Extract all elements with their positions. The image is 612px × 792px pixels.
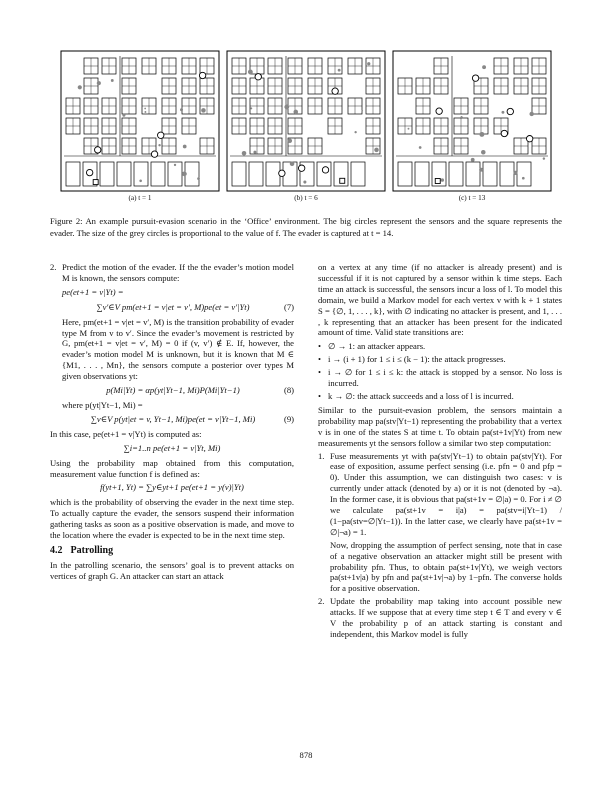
sensor-marker xyxy=(151,151,157,157)
equation-8 xyxy=(62,385,294,396)
equation-7 xyxy=(62,302,294,313)
probability-dot xyxy=(97,81,101,85)
equation-f xyxy=(50,482,294,493)
paragraph: In the patrolling scenario, the sensors’ goal is to prevent attacks on vertices of graph G. An attacker can start an attack xyxy=(50,559,294,581)
probability-dot xyxy=(543,157,545,159)
paragraph: In this case, pe(et+1 = v|Yt) is computed as: xyxy=(50,428,202,439)
list-item: • i → (i + 1) for 1 ≤ i ≤ (k − 1): the attack progresses. xyxy=(318,354,562,365)
page-number: 878 xyxy=(299,750,313,760)
panel-caption: (c) t = 13 xyxy=(458,194,486,202)
sensor-marker xyxy=(86,169,92,175)
sensor-marker xyxy=(472,75,478,81)
equation-number: (9) xyxy=(283,413,294,424)
map-border xyxy=(61,51,219,191)
list-item: • ∅ → 1: an attacker appears. xyxy=(318,341,562,352)
equation-text: f(yt+1, Yt) = ∑y∈yt+1 pe(et+1 = y(v)|Yt) xyxy=(100,482,244,493)
office-map-t13 xyxy=(392,50,552,194)
paragraph: where p(yt|Yt−1, Mi) = xyxy=(62,399,143,410)
probability-dot xyxy=(201,108,206,113)
probability-dot xyxy=(182,171,187,176)
probability-dot xyxy=(111,79,114,82)
left-column xyxy=(50,262,294,584)
probability-dot xyxy=(419,146,422,149)
item-number: 2. xyxy=(50,262,57,272)
probability-dot xyxy=(180,108,183,111)
figure-2 xyxy=(60,50,552,202)
sensor-marker xyxy=(332,88,338,94)
item-number: 1. xyxy=(318,450,325,461)
paragraph: Update the probability map taking into account possible new attacks. If we suppose that at every time step t ∈ T and every v ∈ V the probability p of an attack starting is constant and independent, this Markov model is fully xyxy=(330,596,562,639)
paragraph: Now, dropping the assumption of perfect sensing, note that in case of a negative observation an attacker might still be present with probability pfn. Thus, to obtain pa(st+1v|Yt), we weigh vectors pa(st+1v|a) by pfn and pa(st+1v|¬a) by 1−pfn. The converse holds for a positive observation. xyxy=(330,539,562,594)
probability-dot xyxy=(242,151,247,156)
sensor-marker xyxy=(199,72,205,78)
figure-panel-b xyxy=(226,50,386,202)
sensor-marker xyxy=(436,108,442,114)
sensor-marker xyxy=(95,147,101,153)
probability-dot xyxy=(354,131,356,133)
equation-text: pe(et+1 = v|Yt) = xyxy=(62,286,124,297)
equation-number: (7) xyxy=(283,301,294,312)
sensor-marker xyxy=(507,108,513,114)
probability-dot xyxy=(248,70,253,75)
equation-text: ∑v∈V p(yt|et = v, Yt−1, Mi)pe(et = v|Yt−1, Mi) xyxy=(90,413,256,424)
probability-dot xyxy=(122,114,125,117)
paragraph: Similar to the pursuit-evasion problem, the sensors maintain a probability map pa(stv|Yt−1) representing the probability that a vertex v is in one of the states S at time t. To obtain pa(st+1v|Yt) from new measurements yt the sensors follow a similar two step computation: xyxy=(318,404,562,448)
probability-dot xyxy=(78,85,82,89)
figure-panel-a xyxy=(60,50,220,202)
paragraph: on a vertex at any time (if no attacker is already present) and is successful if it is not captured by a sensor within k time steps. Each time an attack is successful, the sensors incur a loss of l. To model this domain, we build a Markov model for each vertex v with k + 1 states S = {∅, 1, . . . , k}, with ∅ indicating no attacker is present, and 1, . . . , k representing that an attacker has been present for the indicated amount of time. Valid state transitions are: xyxy=(318,262,562,338)
probability-dot xyxy=(481,150,486,155)
probability-dot xyxy=(529,112,533,116)
sensor-marker xyxy=(279,170,285,176)
probability-dot xyxy=(501,111,504,114)
evader-marker xyxy=(435,178,440,183)
panel-caption: (a) t = 1 xyxy=(128,194,152,202)
probability-dot xyxy=(288,139,292,143)
figure-panel-c xyxy=(392,50,552,202)
probability-dot xyxy=(522,177,525,180)
probability-dot xyxy=(290,161,295,166)
office-map-t6 xyxy=(226,50,386,194)
equation-number: (8) xyxy=(283,385,294,396)
paragraph: which is the probability of observing the evader in the next time step. To actually capture the evader, the sensors suspend their information gathering tasks as soon as a positive observation is made, and move to the location where the evader is expected to be in the next time step. xyxy=(50,497,294,541)
probability-dot xyxy=(479,132,484,137)
evader-marker xyxy=(340,178,345,183)
panel-caption: (b) t = 6 xyxy=(294,194,318,202)
equation-9 xyxy=(62,414,294,425)
sensor-marker xyxy=(322,167,328,173)
list-item: • i → ∅ for 1 ≤ i ≤ k: the attack is stopped by a sensor. No loss is incurred. xyxy=(318,367,562,389)
evader-marker xyxy=(93,180,98,185)
probability-dot xyxy=(174,164,176,166)
probability-dot xyxy=(139,179,142,182)
list-item: • k → ∅: the attack succeeds and a loss of l is incurred. xyxy=(318,391,562,402)
probability-dot xyxy=(250,107,252,109)
probability-dot xyxy=(374,148,379,153)
equation-text: ∑v′∈V pm(et+1 = v|et = v′, M)pe(et = v′|Yt) xyxy=(96,301,250,312)
sensor-marker xyxy=(255,74,261,80)
office-map-t1 xyxy=(60,50,220,194)
probability-dot xyxy=(513,171,517,175)
probability-dot xyxy=(303,181,306,184)
probability-dot xyxy=(408,128,410,130)
probability-dot xyxy=(461,116,463,118)
item-number: 2. xyxy=(318,596,325,607)
sensor-marker xyxy=(158,132,164,138)
probability-dot xyxy=(479,168,483,172)
probability-dot xyxy=(293,110,298,115)
list-item xyxy=(50,262,294,425)
probability-dot xyxy=(144,111,146,113)
section-heading xyxy=(50,546,294,557)
equation-7-lhs xyxy=(62,287,294,298)
equation-text: p(Mi|Yt) = αp(yt|Yt−1, Mi)P(Mi|Yt−1) xyxy=(106,385,240,396)
paragraph: Using the probability map obtained from this computation, measurement value function f is defined as: xyxy=(50,457,294,479)
probability-dot xyxy=(361,110,363,112)
probability-dot xyxy=(284,105,289,110)
sensor-marker xyxy=(501,130,507,136)
transition-list xyxy=(318,341,562,402)
equation-text: ∑i=1..n pe(et+1 = v|Yt, Mi) xyxy=(123,442,221,453)
paragraph: Fuse measurements yt with pa(stv|Yt−1) to obtain pa(stv|Yt). For ease of exposition, assume perfect sensing (i.e. pfn = 0 and pfp = 0). Under this assumption, we can distinguish two cases: v is currently under attack (denoted by a) or it is not (denoted by ¬a). In the former case, it is obvious that pa(st+1v = ∅|a) = 0. For i ≠ ∅ we calculate pa(st+1v = i|a) = pa(stv=i|Yt−1) / (1−pa(stv=∅|Yt−1)). In the latter case, we clearly have pa(st+1v = ∅|¬a) = 1. xyxy=(330,450,562,537)
probability-dot xyxy=(197,177,200,180)
right-column xyxy=(318,262,562,642)
equation-sum xyxy=(50,443,294,454)
probability-dot xyxy=(471,158,475,162)
map-border xyxy=(393,51,551,191)
probability-dot xyxy=(144,108,146,110)
list-item xyxy=(318,596,562,640)
probability-dot xyxy=(253,151,256,154)
sensor-marker xyxy=(526,135,532,141)
section-number: 4.2 xyxy=(50,544,63,556)
paragraph: Predict the motion of the evader. If the the evader’s motion model M is known, the sensors compute: xyxy=(62,262,294,283)
list-item xyxy=(318,451,562,595)
paragraph: Here, pm(et+1 = v|et = v′, M) is the transition probability of evader type M from v to v′. Since the evader’s movement is restricted by G, pm(et+1 = v|et = v′, M) = 0 if (v, v′) ∉ E. If, however, the evader’s motion model M is unknown, but it is known that M ∈ {M1, . . . , Mn}, the sensors compute a posterior over types M given observations yt: xyxy=(62,316,294,382)
probability-dot xyxy=(338,69,341,72)
probability-dot xyxy=(367,62,370,65)
probability-dot xyxy=(441,178,444,181)
probability-dot xyxy=(482,65,486,69)
figure-caption: Figure 2: An example pursuit-evasion scenario in the ‘Office’ environment. The big circles represent the sensors and the square represents the evader. The size of the grey circles is proportional to the value of f. The evader is captured at t = 14. xyxy=(50,216,562,238)
sensor-marker xyxy=(298,165,304,171)
probability-dot xyxy=(158,144,160,146)
section-title: Patrolling xyxy=(70,544,114,556)
probability-dot xyxy=(183,145,187,149)
